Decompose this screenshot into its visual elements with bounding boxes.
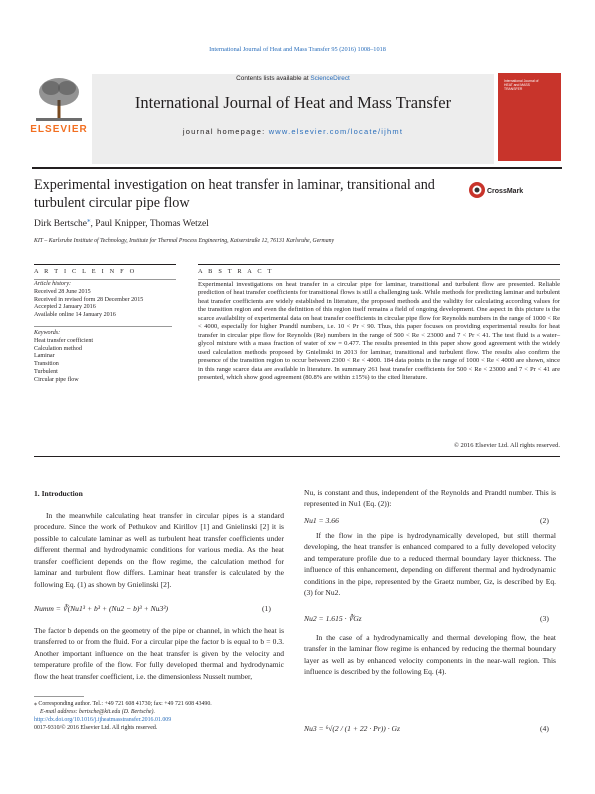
history-item: Received in revised form 28 December 2015 xyxy=(34,296,144,303)
homepage-link[interactable]: www.elsevier.com/locate/ijhmt xyxy=(268,127,404,136)
intro-paragraph-1 xyxy=(34,510,284,590)
history-item: Accepted 2 January 2016 xyxy=(34,304,96,311)
author-first[interactable]: Dirk Bertsche xyxy=(34,219,88,230)
contents-line xyxy=(92,75,494,82)
equation-3: Nu2 = 1.615 · ∛Gz xyxy=(304,614,362,623)
journal-cover-thumbnail xyxy=(498,73,561,161)
sciencedirect-link[interactable]: ScienceDirect xyxy=(310,75,350,82)
intro-paragraph-2 xyxy=(34,625,284,682)
keyword: Heat transfer coefficient xyxy=(34,337,94,344)
affiliation: KIT – Karlsruhe Institute of Technology, Institute for Thermal Process Engineering, Kaiserstraße 12, 76131 Karlsruhe, Germany xyxy=(34,238,335,244)
equation-4: Nu3 = ⁶√(2 / (1 + 22 · Pr)) · Gz xyxy=(304,724,400,733)
author-list xyxy=(34,216,209,229)
journal-header-box xyxy=(92,74,494,164)
equation-2: Nu1 = 3.66 xyxy=(304,516,339,525)
paragraph-text: The factor b depends on the geometry of the pipe or channel, in which the heat is transferred to or from the fluid. For a circular pipe the factor b is equal to b = 0.3. Another important influence on the heat transfer is given by the velocity and temperature profile of the flow. For fully developed thermal and hydrodynamic flow the heat transfer coefficient, i.e. the dimensionless Nusselt number, xyxy=(34,626,284,681)
crossmark-badge[interactable] xyxy=(468,180,540,205)
equation-3-number: (3) xyxy=(540,614,549,623)
journal-reference[interactable]: International Journal of Heat and Mass Transfer 95 (2016) 1008–1018 xyxy=(209,46,386,53)
doi-link[interactable]: http://dx.doi.org/10.1016/j.ijheatmasstransfer.2016.01.009 xyxy=(34,717,172,723)
footnotes xyxy=(34,700,294,732)
article-title: Experimental investigation on heat transfer in laminar, transitional and turbulent circular pipe flow xyxy=(34,177,435,211)
right-paragraph-3 xyxy=(304,632,556,678)
equation-1: Numm = ∛(Nu1³ + b³ + (Nu2 − b)³ + Nu3³) xyxy=(34,604,169,613)
keyword: Circular pipe flow xyxy=(34,376,79,383)
contents-prefix: Contents lists available at xyxy=(236,75,311,82)
keywords-rule xyxy=(34,326,172,327)
abstract-rule xyxy=(198,279,560,280)
issn-line: 0017-9310/© 2016 Elsevier Ltd. All rights reserved. xyxy=(34,725,158,731)
abstract-text: Experimental investigations on heat transfer in a circular pipe for laminar, transitional and turbulent flow are presented. Reliable prediction of heat transfer coefficients for transitional flows is still a challenging task. While methods for predicting laminar and turbulent heat transfer coefficients are widely established in literature, the proposed methods and the validity for calculating according values for the transition region and even the definition of this region itself remains a field of ongoing development. One aspect in this picture is the scarce availability of experimental data on heat transfer coefficients in circular pipe flow for Reynolds numbers in the range of 1000 < Re < 4000, especially for higher Prandtl numbers, i.e. 10 < Pr < 90. Thus, this paper focuses on providing experimental results for heat transfer in circular pipe flow for Reynolds (Re) numbers in the range of 500 < Re < 23000 and 7 < Pr < 41. The test fluid is a water–glycol mixture with a mass fraction of water of xw = 0.477. The results presented in this paper show good agreement with the widely used calculation methods proposed by Gnielinski in 2013 for laminar, transitional and turbulent flow. The results also confirm the presence of the transition region to occur between 2300 < Re < 4000. 184 data points in the range of 1000 < Re < 4000 are shown, since in this range scarce data are available in literature. In summary 261 heat transfer coefficients for 500 < Re < 23000 and 7 < Pr < 41 are presented, which show good agreement (80.8% are within ±15%) to the cited literature. xyxy=(198,281,560,381)
homepage-prefix: journal homepage: xyxy=(182,127,269,136)
paragraph-text: In the meanwhile calculating heat transfer in circular pipes is a standard procedure. Since the work of Pethukov and Kirillov [1] and Gnielinski [2] it is possible to calculate laminar as well as turbulent heat transfer coefficients under different thermal and hydrodynamic conditions for various media. As the heat transfer coefficient depends on the flow regime, the calculation method for laminar and turbulent flow differs. Laminar heat transfer is calculated by the following Eq. (1) as shown by Gnielinski [2]. xyxy=(34,511,284,589)
history-label: Article history: xyxy=(34,281,72,287)
article-info-heading: A R T I C L E I N F O xyxy=(34,268,137,275)
keywords-label: Keywords: xyxy=(34,329,61,336)
footnote-rule xyxy=(34,696,84,697)
equation-2-number: (2) xyxy=(540,516,549,525)
footnote-email[interactable]: E-mail address: bertsche@kit.edu (D. Bertsche). xyxy=(40,709,155,715)
keyword: Turbulent xyxy=(34,368,58,375)
keyword: Laminar xyxy=(34,353,55,360)
history-item: Available online 14 January 2016 xyxy=(34,312,116,319)
publisher-name: ELSEVIER xyxy=(30,124,88,135)
paragraph-text: If the flow in the pipe is hydrodynamically developed, but still thermal developing, the heat transfer is enhanced compared to a fully developed velocity and temperature profile due to a reduced thermal boundary layer thickness. The influence of this enhancement, depending on different thermal and hydrodynamic conditions in the pipe, represented by the Graetz number, Gz, is described by Eq. (3) for Nu2. xyxy=(304,531,556,598)
equation-1-number: (1) xyxy=(262,604,271,613)
author-rest[interactable]: , Paul Knipper, Thomas Wetzel xyxy=(90,219,209,230)
journal-homepage xyxy=(92,127,494,136)
keyword: Calculation method xyxy=(34,345,82,352)
history-item: Received 28 June 2015 xyxy=(34,288,91,295)
article-info-rule xyxy=(34,279,176,280)
abstract-bottom-rule xyxy=(34,456,560,457)
corresponding-author-mark[interactable]: ⁎ xyxy=(87,216,91,224)
paragraph-text: Nu, is constant and thus, independent of the Reynolds and Prandtl number. This is represented in Nu1 (Eq. (2)): xyxy=(304,488,556,509)
cover-title: International Journal of HEAT and MASS TRANSFER xyxy=(504,79,539,91)
journal-title: International Journal of Heat and Mass Transfer xyxy=(134,93,452,112)
header-rule xyxy=(32,167,562,169)
right-paragraph-1 xyxy=(304,487,556,510)
article-info-rule-top xyxy=(34,264,176,265)
paragraph-text: In the case of a hydrodynamically and thermal developing flow, the heat transfer in the laminar flow regime is enhanced by reducing the thermal boundary layer as well as by enhanced velocity components in the near-wall region. This influence is described by the following Eq. (4). xyxy=(304,633,556,677)
footnote-corresponding: ⁎ Corresponding author. Tel.: +49 721 608 41730; fax: +49 721 608 43490. xyxy=(34,701,212,707)
keyword: Transition xyxy=(34,361,59,368)
equation-4-number: (4) xyxy=(540,724,549,733)
abstract-heading: A B S T R A C T xyxy=(198,268,274,275)
article-info xyxy=(34,281,172,385)
abstract-copyright: © 2016 Elsevier Ltd. All rights reserved. xyxy=(453,442,560,449)
crossmark-label: CrossMark xyxy=(487,188,524,195)
right-paragraph-2 xyxy=(304,530,556,599)
section-heading: 1. Introduction xyxy=(34,489,83,498)
abstract-rule-top xyxy=(198,264,560,265)
